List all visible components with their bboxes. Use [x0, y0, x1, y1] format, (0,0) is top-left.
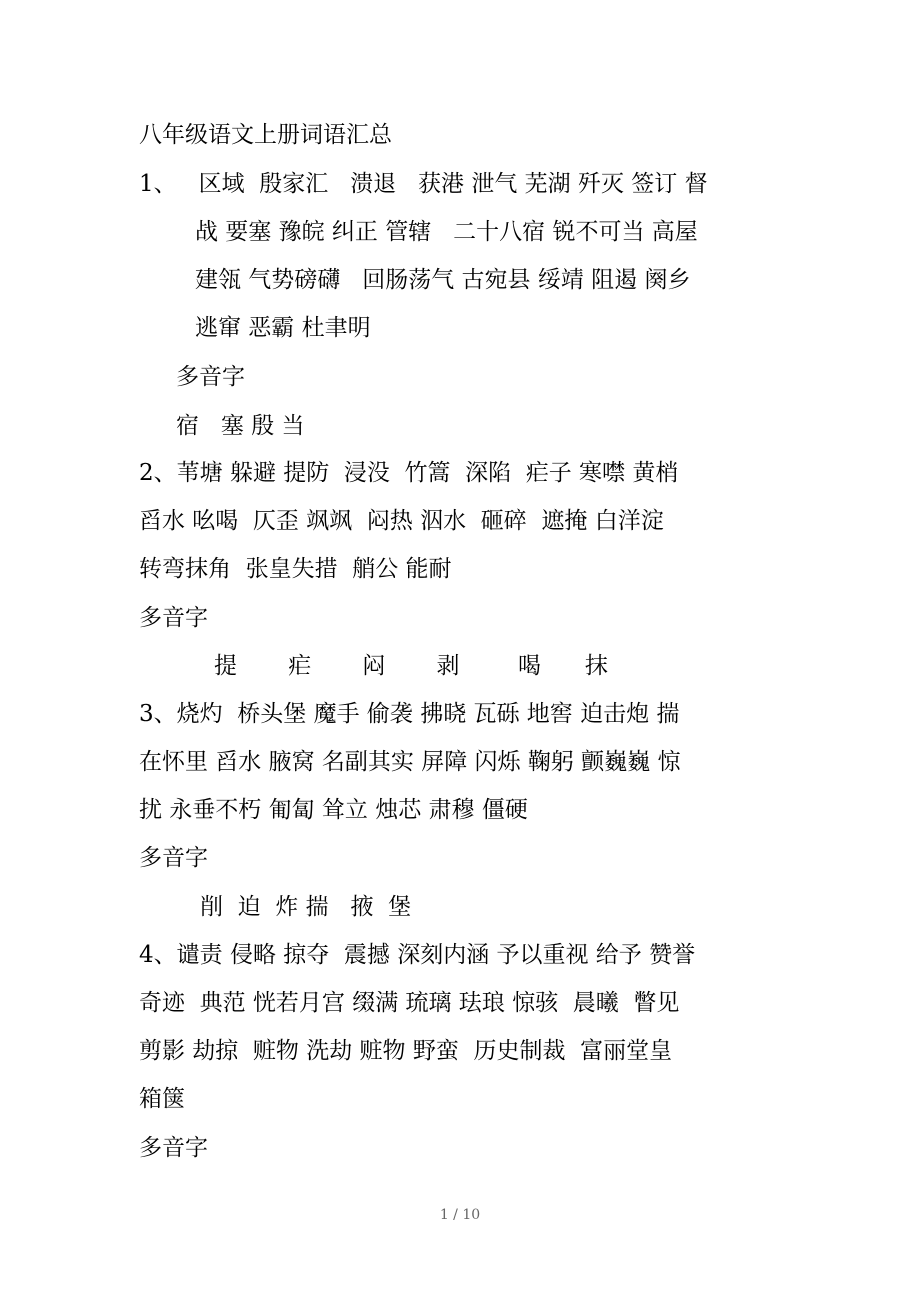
text-line: 3、烧灼 桥头堡 魔手 偷袭 拂晓 瓦砾 地窖 迫击炮 揣	[139, 701, 680, 727]
text-line: 在怀里 舀水 腋窝 名副其实 屏障 闪烁 鞠躬 颤巍巍 惊	[139, 749, 681, 775]
text-line: 剪影 劫掠 赃物 洗劫 赃物 野蛮 历史制裁 富丽堂皇	[139, 1038, 673, 1064]
text-line: 奇迹 典范 恍若月宫 缀满 琉璃 珐琅 惊骇 晨曦 瞥见	[139, 990, 680, 1016]
text-line: 建瓴 气势磅礴 回肠荡气 古宛县 绥靖 阻遏 阕乡	[195, 267, 691, 293]
text-line: 4、谴责 侵略 掠夺 震撼 深刻内涵 予以重视 给予 赞誉	[139, 942, 696, 968]
text-line: 战 要塞 豫皖 纠正 管辖 二十八宿 锐不可当 高屋	[195, 219, 698, 245]
text-line: 箱箧	[139, 1086, 185, 1112]
page-number: 1 / 10	[439, 1207, 481, 1223]
polyphone-heading: 多音字	[176, 364, 245, 390]
text-line: 舀水 吆喝 仄歪 飒飒 闷热 泅水 砸碎 遮掩 白洋淀	[139, 508, 664, 534]
text-line: 2、苇塘 躲避 提防 浸没 竹篙 深陷 疟子 寒噤 黄梢	[139, 460, 679, 486]
text-line: 1、 区域 殷家汇 溃退 获港 泄气 芜湖 歼灭 签订 督	[139, 171, 708, 197]
text-line: 提 疟 闷 剥 喝 抹	[214, 653, 608, 679]
document-title: 八年级语文上册词语汇总	[139, 122, 392, 148]
text-line: 转弯抹角 张皇失措 艄公 能耐	[139, 556, 452, 582]
polyphone-heading: 多音字	[139, 605, 208, 631]
text-line: 逃窜 恶霸 杜聿明	[195, 315, 371, 341]
polyphone-heading: 多音字	[139, 845, 208, 871]
polyphone-heading: 多音字	[139, 1135, 208, 1161]
text-line: 宿 塞 殷 当	[176, 413, 305, 439]
text-line: 削 迫 炸 揣 掖 堡	[200, 894, 412, 920]
text-line: 扰 永垂不朽 匍匐 耸立 烛芯 肃穆 僵硬	[139, 797, 528, 823]
